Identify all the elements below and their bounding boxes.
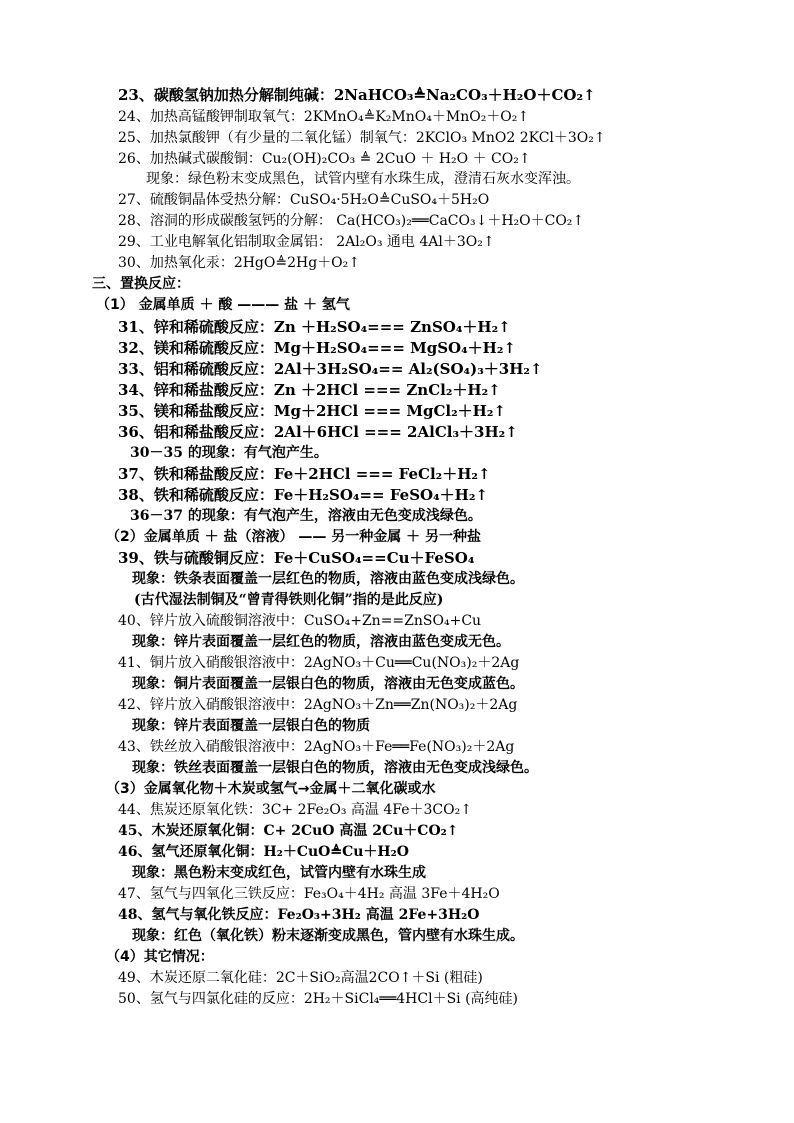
text-line: 47、氢气与四氧化三铁反应：Fe₃O₄＋4H₂ 高温 3Fe＋4H₂O [118,886,500,902]
text-line: 49、木炭还原二氧化硅：2C＋SiO₂高温2CO↑＋Si (粗硅) [118,970,483,986]
text-line: 41、铜片放入硝酸银溶液中：2AgNO₃＋Cu══Cu(NO₃)₂＋2Ag [118,655,520,671]
section-heading: （3）金属氧化物＋木炭或氢气→金属＋二氧化碳或水 [106,781,436,797]
text-line: 42、锌片放入硝酸银溶液中：2AgNO₃＋Zn══Zn(NO₃)₂＋2Ag [118,697,518,713]
text-line: 44、焦炭还原氧化铁：3C+ 2Fe₂O₃ 高温 4Fe＋3CO₂↑ [118,802,472,818]
text-line: 28、溶洞的形成碳酸氢钙的分解： Ca(HCO₃)₂══CaCO₃↓＋H₂O＋CO₂↑ [118,213,585,229]
section-heading: （2）金属单质 ＋ 盐（溶液） —— 另一种金属 ＋ 另一种盐 [106,529,481,545]
text-line: 现象：红色（氧化铁）粉末逐渐变成黑色，管内壁有水珠生成。 [132,928,524,944]
text-line: 现象：绿色粉末变成黑色，试管内壁有水珠生成，澄清石灰水变浑浊。 [146,171,580,187]
text-line: 现象：铁条表面覆盖一层红色的物质，溶液由蓝色变成浅绿色。 [132,571,524,587]
text-line: 36、铝和稀盐酸反应：2Al＋6HCl === 2AlCl₃＋3H₂↑ [118,423,518,441]
text-line: 31、锌和稀硫酸反应：Zn ＋H₂SO₄=== ZnSO₄＋H₂↑ [118,318,511,336]
text-line: 30－35 的现象：有气泡产生。 [130,445,328,461]
text-line: 现象：铜片表面覆盖一层银白色的物质，溶液由无色变成蓝色。 [132,676,524,692]
text-line: 34、锌和稀盐酸反应：Zn ＋2HCl === ZnCl₂＋H₂↑ [118,381,501,399]
text-line: 27、硫酸铜晶体受热分解：CuSO₄·5H₂O≜CuSO₄＋5H₂O [118,192,490,208]
text-line: 46、氢气还原氧化铜：H₂＋CuO≜Cu＋H₂O [118,844,409,860]
text-line: 40、锌片放入硫酸铜溶液中：CuSO₄+Zn==ZnSO₄+Cu [118,613,482,629]
section-heading: 三、置换反应： [92,276,190,292]
text-line: 37、铁和稀盐酸反应：Fe＋2HCl === FeCl₂＋H₂↑ [118,465,491,483]
text-line: 29、工业电解氧化铝制取金属铝： 2Al₂O₃ 通电 4Al＋3O₂↑ [118,234,495,250]
text-line: 45、木炭还原氧化铜：C+ 2CuO 高温 2Cu＋CO₂↑ [118,823,459,839]
text-line: (古代湿法制铜及“曾青得铁则化铜”指的是此反应) [134,592,444,608]
text-line: 现象：铁丝表面覆盖一层银白色的物质，溶液由无色变成浅绿色。 [132,760,538,776]
text-line: 30、加热氧化汞：2HgO≜2Hg＋O₂↑ [118,255,360,271]
text-line: 24、加热高锰酸钾制取氧气：2KMnO₄≜K₂MnO₄＋MnO₂＋O₂↑ [118,109,530,125]
text-line: 26、加热碱式碳酸铜：Cu₂(OH)₂CO₃ ≜ 2CuO ＋ H₂O ＋ CO₂↑ [118,151,531,167]
text-line: 现象：锌片表面覆盖一层银白色的物质 [132,718,370,734]
text-line: 现象：黑色粉末变成红色，试管内壁有水珠生成 [132,865,426,881]
text-line: 50、氢气与四氯化硅的反应：2H₂＋SiCl₄══4HCl＋Si (高纯硅) [118,991,519,1007]
text-line: 25、加热氯酸钾（有少量的二氧化锰）制氧气：2KClO₃ MnO2 2KCl＋3O₂↑ [118,130,606,146]
text-line: 43、铁丝放入硝酸银溶液中：2AgNO₃＋Fe══Fe(NO₃)₂＋2Ag [118,739,515,755]
text-line: 48、氢气与氧化铁反应：Fe₂O₃+3H₂ 高温 2Fe+3H₂O [118,907,480,923]
section-heading: （1） 金属单质 ＋ 酸 ——— 盐 ＋ 氢气 [96,297,350,313]
text-line: 23、碳酸氢钠加热分解制纯碱：2NaHCO₃≜Na₂CO₃＋H₂O＋CO₂↑ [118,86,596,104]
text-line: 36－37 的现象：有气泡产生，溶液由无色变成浅绿色。 [130,508,482,524]
text-line: 33、铝和稀硫酸反应：2Al＋3H₂SO₄== Al₂(SO₄)₃＋3H₂↑ [118,360,543,378]
text-line: 现象：锌片表面覆盖一层红色的物质，溶液由蓝色变成无色。 [132,634,510,650]
text-line: 39、铁与硫酸铜反应：Fe＋CuSO₄==Cu＋FeSO₄ [118,549,475,567]
text-line: 35、镁和稀盐酸反应：Mg＋2HCl === MgCl₂＋H₂↑ [118,402,506,420]
text-line: 38、铁和稀硫酸反应：Fe＋H₂SO₄== FeSO₄＋H₂↑ [118,486,488,504]
section-heading: （4）其它情况： [106,949,214,965]
text-line: 32、镁和稀硫酸反应：Mg＋H₂SO₄=== MgSO₄＋H₂↑ [118,339,516,357]
